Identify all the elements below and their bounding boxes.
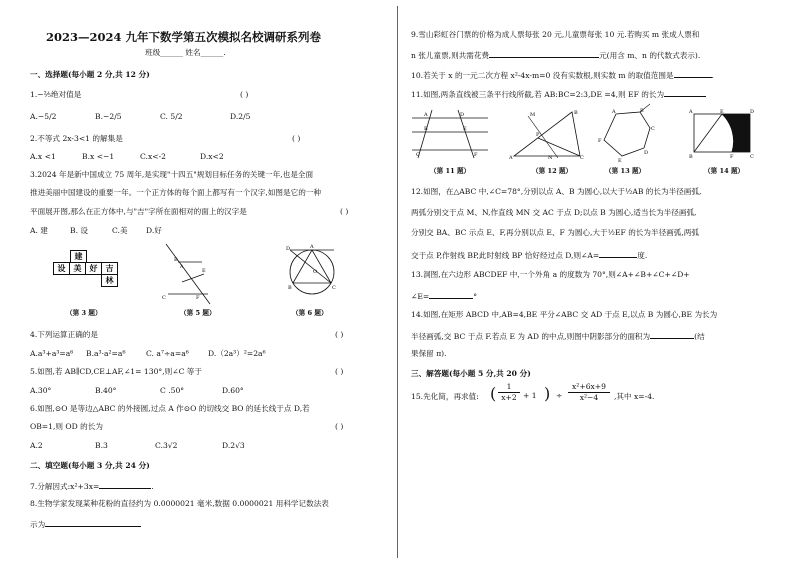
q1-answer-paren: ( ) — [240, 90, 249, 99]
q15-prefix: 15.先化简，再求值: — [411, 392, 479, 401]
net-cell: 林 — [101, 274, 118, 287]
section-choice-heading: 一、选择题(每小题 2 分,共 12 分) — [30, 70, 150, 79]
q12-text-line3: 分别交 BA、BC 示点 E、F,再分别以点 E、F 为圆心,大于½EF 的长为半径画弧,两弧 — [411, 228, 699, 237]
figure-q5-parallel-lines — [160, 244, 220, 304]
q13-tail: ° — [473, 292, 478, 301]
q6-text-line2: OB=1,则 OD 的长为 — [30, 422, 103, 431]
svg-text:C: C — [416, 152, 420, 158]
svg-text:A: A — [509, 155, 513, 161]
svg-text:F: F — [474, 152, 478, 158]
q13-prompt: ∠E= — [411, 292, 430, 301]
q1-option-a: A.−5/2 — [30, 112, 57, 121]
q12-answer-blank[interactable] — [599, 249, 637, 258]
q9-prompt: n 张儿童票,则共需花费 — [411, 51, 490, 60]
class-name-line: 班级______ 姓名______. — [145, 48, 226, 57]
figure-q14-rectangle-arc — [688, 108, 758, 160]
svg-text:C: C — [162, 295, 166, 301]
fig3-caption: （第 3 题） — [66, 309, 102, 317]
fig5-caption: （第 5 题） — [180, 309, 216, 317]
q3-option-c: C.美 — [112, 226, 128, 235]
fig13-caption: （第 13 题） — [605, 167, 646, 175]
q4-option-b: B.a³·a²=a⁶ — [86, 349, 126, 358]
svg-text:C: C — [332, 285, 336, 291]
q8-text-line2 — [30, 518, 141, 530]
svg-text:A: A — [180, 264, 184, 270]
q9-tail: 元(用含 m、n 的代数式表示). — [599, 51, 701, 60]
q14-answer-blank[interactable] — [650, 330, 694, 339]
svg-text:A: A — [689, 109, 693, 115]
svg-text:P: P — [536, 132, 540, 138]
q1-text: 1.−²⁄₅绝对值是 — [30, 90, 82, 99]
q15-divide-sign: ÷ — [556, 391, 563, 400]
q10-text: 10.若关于 x 的一元二次方程 x²-4x-m=0 没有实数根,则实数 m 的取值范围是 . — [411, 71, 714, 80]
q15-fraction2-denominator: x²−4 — [579, 393, 599, 402]
q7-answer-blank[interactable] — [99, 480, 151, 489]
svg-text:A: A — [424, 112, 428, 118]
fig14-caption: （第 14 题） — [704, 167, 745, 175]
q13-text-line2 — [411, 290, 477, 302]
q6-option-b: B.3 — [95, 441, 108, 450]
svg-text:E: E — [202, 268, 206, 274]
svg-text:B: B — [288, 285, 292, 291]
q11-answer-blank[interactable] — [664, 88, 706, 97]
q2-answer-paren: ( ) — [292, 134, 301, 143]
q9-answer-blank[interactable] — [489, 49, 599, 58]
net-cell: 吉 — [101, 262, 118, 275]
q15-fraction1 — [498, 382, 520, 403]
svg-text:E: E — [618, 158, 622, 164]
q10-answer-blank[interactable] — [674, 69, 712, 78]
q5-option-b: B.40° — [95, 386, 117, 395]
q5-answer-paren: ( ) — [335, 367, 344, 376]
q12-tail: 度. — [637, 251, 648, 260]
q4-option-c: C. a⁷÷a=a⁶ — [146, 349, 189, 358]
fig6-caption: （第 6 题） — [292, 309, 328, 317]
q9-text-line1: 9.雪山彩虹谷门票的价格为成人票每张 20 元,儿童票每张 10 元.若购买 m 张成人票和 — [411, 30, 700, 39]
figure-q6-circle-triangle — [282, 240, 342, 302]
q4-answer-paren: ( ) — [335, 330, 344, 339]
q15-fraction1-numerator: 1 — [498, 382, 520, 393]
q6-text-line1: 6.如图,⊙O 是等边△ABC 的外接圆,过点 A 作⊙O 的切线交 BO 的延长线于点 D,若 — [30, 404, 310, 413]
svg-text:B: B — [424, 126, 428, 132]
column-divider — [397, 6, 398, 558]
svg-text:B: B — [574, 110, 578, 116]
svg-text:A: A — [310, 244, 314, 250]
svg-text:D: D — [644, 150, 649, 156]
q5-option-a: A.30° — [30, 386, 52, 395]
svg-text:M: M — [530, 112, 536, 118]
q12-text-line2: 两弧分别交于点 M、N,作直线 MN 交 AC 于点 D;以点 B 为圆心,适当长为半径画弧, — [411, 208, 697, 217]
q1-option-b: B.−2/5 — [95, 112, 122, 121]
q2-option-c: C.x<-2 — [140, 152, 166, 161]
q15-plus-one: + 1 — [523, 391, 537, 400]
svg-text:F: F — [598, 138, 602, 144]
q12-prompt: 交于点 P,作射线 BP,此时射线 BP 恰好经过点 D,则∠A= — [411, 251, 600, 260]
q5-option-d: D.60° — [222, 386, 244, 395]
svg-text:F: F — [196, 295, 200, 301]
svg-text:D: D — [750, 109, 755, 115]
svg-text:B: B — [689, 154, 693, 160]
q10-prompt: 10.若关于 x 的一元二次方程 x²-4x-m=0 没有实数根,则实数 m 的取值范围是 — [411, 71, 674, 80]
q4-text: 4.下列运算正确的是 — [30, 330, 98, 339]
net-cell: 设 — [53, 262, 70, 275]
q2-text: 2.不等式 2x-3<1 的解集是 — [30, 134, 123, 143]
q9-text-line2 — [411, 49, 700, 61]
svg-text:A: A — [612, 109, 616, 115]
exam-title: 2023—2024 九年下数学第五次模拟名校调研系列卷 — [46, 30, 322, 44]
q7-text: 7.分解因式:x²+3x= . — [30, 482, 154, 491]
q3-text-line2: 推进美丽中国建设的重要一年。一个正方体的每个面上都写有一个汉字,如图是它的一种 — [30, 188, 321, 197]
q12-text-line4 — [411, 249, 647, 261]
q13-text-line1: 13.洞图,在六边形 ABCDEF 中,一个外角 a 的度数为 70°,则∠A+∠B+∠C+∠D+ — [411, 270, 690, 279]
q15-fraction1-denominator: x+2 — [501, 393, 517, 402]
q8-answer-blank[interactable] — [45, 518, 141, 527]
svg-text:F: F — [730, 154, 734, 160]
svg-text:C: C — [580, 155, 584, 161]
q14-text-line3: 果保留 π). — [411, 349, 447, 358]
q14-text-line2 — [411, 330, 705, 342]
q15-condition: ,其中 x=-4. — [614, 392, 655, 401]
q3-answer-paren: ( ) — [340, 207, 349, 216]
figure-q11-parallel-lines — [412, 110, 488, 158]
svg-text:O: O — [313, 269, 318, 275]
q3-option-b: B. 设 — [70, 226, 89, 235]
svg-text:E: E — [463, 126, 467, 132]
svg-text:B: B — [174, 257, 178, 263]
q2-option-a: A.x <1 — [30, 152, 56, 161]
q5-option-c: C .50° — [160, 386, 185, 395]
q11-prompt: 11.如图,两条直线被三条平行线所截,若 AB:BC=2:3,DE =4,则 EF 的长为 — [411, 90, 665, 99]
net-cell: 美 — [69, 262, 86, 275]
q15-fraction2 — [568, 382, 610, 403]
q4-option-d: D.（2a³）²=2a⁶ — [208, 349, 266, 358]
fig11-caption: （第 11 题） — [430, 167, 471, 175]
q4-option-a: A.a³+a³=a⁶ — [30, 349, 74, 358]
section-fill-heading: 二、填空题(每小题 3 分,共 24 分) — [30, 461, 150, 470]
section-solve-heading: 三、解答题(每小题 5 分,共 20 分) — [411, 369, 531, 378]
q1-option-d: D.2/5 — [230, 112, 251, 121]
net-cell: 好 — [85, 262, 102, 275]
q3-text-line1: 3.2024 年是新中国成立 75 周年,是实现"十四五"规划目标任务的关键一年,也是全面 — [30, 170, 314, 179]
svg-text:B: B — [640, 108, 644, 114]
q8-prompt: 示为 — [30, 520, 46, 529]
svg-text:C: C — [651, 126, 655, 132]
q5-text: 5.如图,若 AB∥CD,CE⊥AF,∠1= 130°,则∠C 等于 — [30, 367, 202, 376]
q8-text-line1: 8.生物学家发现某种花粉的直径约为 0.0000021 毫米,数据 0.0000021 用科学记数法表 — [30, 499, 329, 508]
svg-text:N: N — [548, 155, 553, 161]
svg-text:C: C — [750, 154, 754, 160]
svg-text:E: E — [720, 109, 724, 115]
q7-prompt: 7.分解因式:x²+3x= — [30, 482, 100, 491]
q3-option-d: D.好 — [146, 226, 162, 235]
q3-option-a: A. 建 — [30, 226, 48, 235]
svg-text:D: D — [286, 246, 291, 252]
q6-option-c: C.3√2 — [155, 441, 178, 450]
q6-option-d: D.2√3 — [222, 441, 245, 450]
q6-option-a: A.2 — [30, 441, 43, 450]
q13-answer-blank[interactable] — [429, 290, 473, 299]
q11-text — [411, 88, 706, 100]
svg-text:D: D — [460, 112, 465, 118]
q3-text-line3: 平面展开图,那么在正方体中,与"吉"字所在面相对的面上的汉字是 — [30, 207, 247, 216]
net-cell: 建 — [70, 250, 87, 263]
fig12-caption: （第 12 题） — [532, 167, 573, 175]
q14-tail: (结 — [694, 332, 705, 341]
q1-option-c: C. 5/2 — [160, 112, 183, 121]
q2-option-b: B.x <−1 — [82, 152, 115, 161]
q15-fraction2-numerator: x²+6x+9 — [568, 382, 610, 393]
q6-answer-paren: ( ) — [335, 422, 344, 431]
figure-q12-triangle-bisector — [508, 108, 588, 160]
figure-q13-hexagon — [598, 108, 658, 162]
q2-option-d: D.x<2 — [200, 152, 224, 161]
q12-text-line1: 12.如图，在△ABC 中,∠C=78°,分别以点 A、B 为圆心,以大于½AB 的长为半径画弧, — [411, 187, 702, 196]
q14-prompt: 半径画弧,交 BC 于点 F.若点 E 为 AD 的中点,则图中阴影部分的面积为 — [411, 332, 651, 341]
q14-text-line1: 14.如图,在矩形 ABCD 中,AB=4,BE 平分∠ABC 交 AD 于点 E,以点 B 为圆心,BE 为长为 — [411, 310, 718, 319]
